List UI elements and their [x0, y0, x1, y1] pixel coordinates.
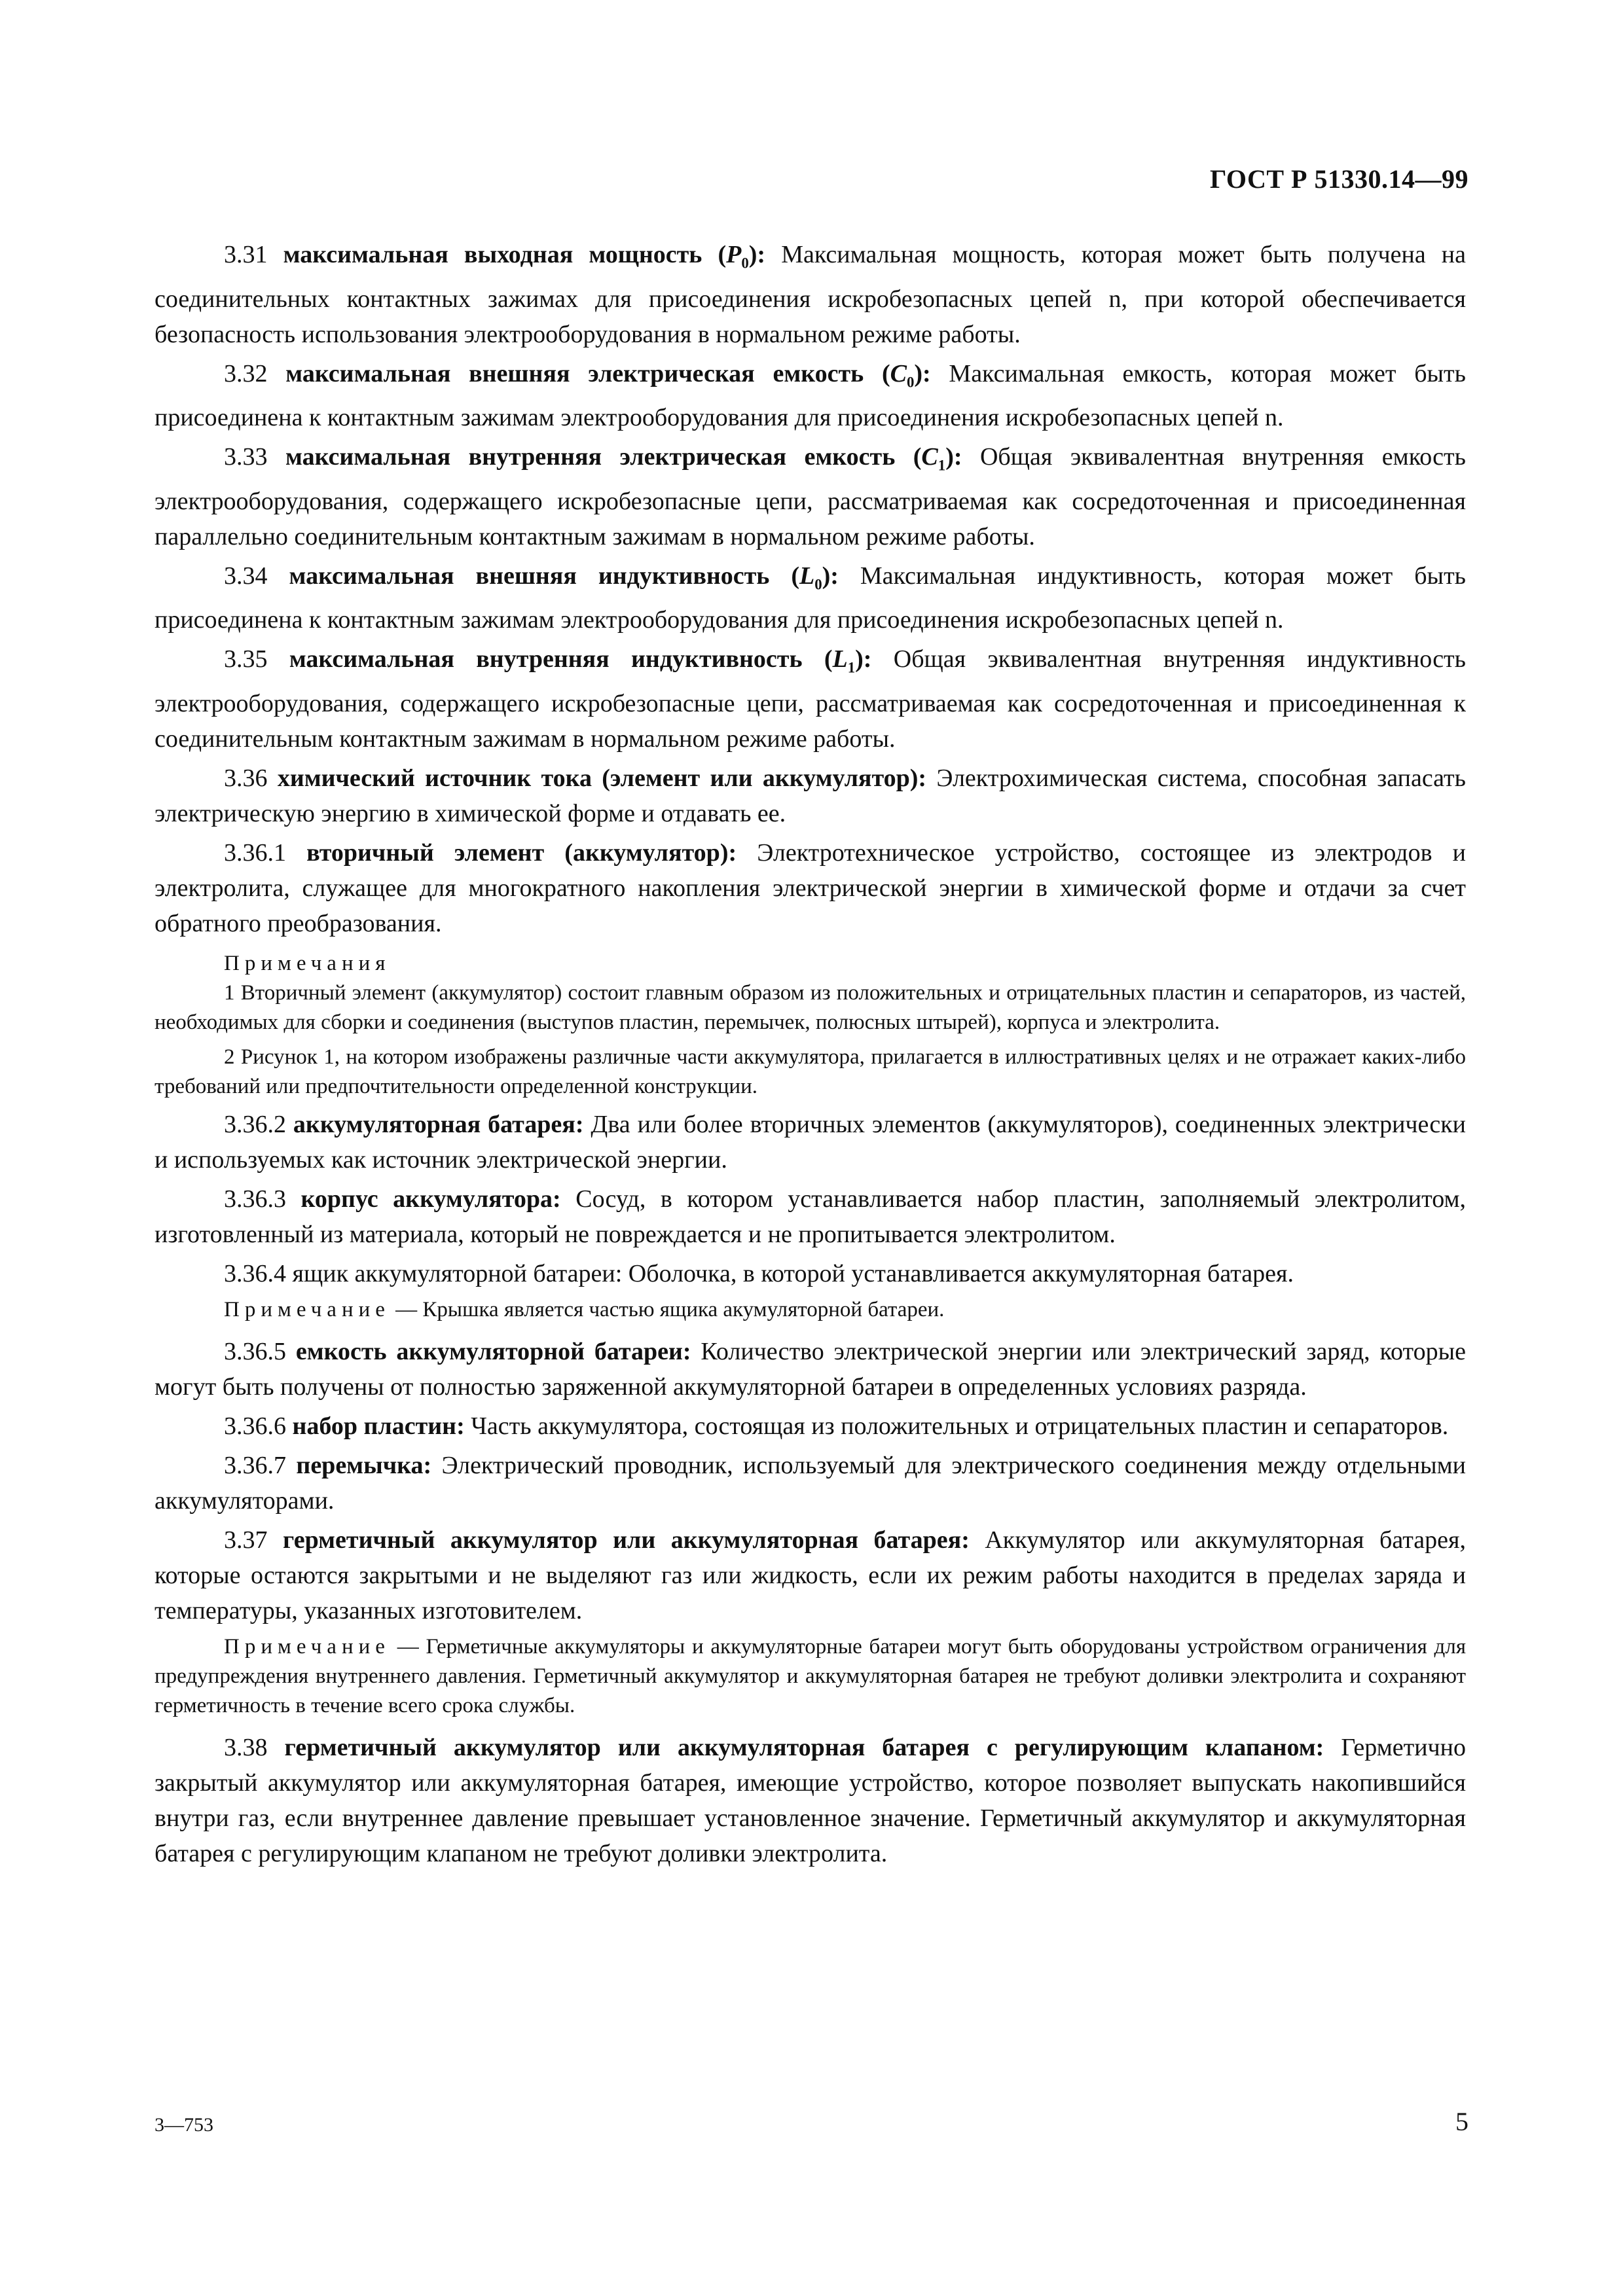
- note-item-1: 1 Вторичный элемент (аккумулятор) состоит главным образом из положительных и отрицательных пластин и сепараторов, из частей, необходимых для сборки и соединения (выступов пластин, перемычек, полюсных штырей), корпуса и электролита.: [155, 980, 1466, 1034]
- term-title: герметичный аккумулятор или аккумуляторная батарея с регулирующим клапаном:: [284, 1733, 1324, 1761]
- term-definition: Сосуд, в котором устанавливается набор пластин, заполняемый электролитом, изготовленный из материала, который не повреждается и не пропитывается электролитом.: [155, 1185, 1467, 1248]
- term-subscript: 0: [814, 576, 822, 593]
- notes-block: [155, 949, 1466, 1102]
- term-3-36-6: [155, 1408, 1466, 1444]
- term-title: набор пластин:: [292, 1412, 465, 1440]
- term-subscript: 0: [741, 255, 749, 272]
- term-number: 3.38: [224, 1733, 268, 1761]
- term-3-36-4: [155, 1256, 1466, 1291]
- term-definition: Часть аккумулятора, состоящая из положительных и отрицательных пластин и сепараторов.: [464, 1412, 1449, 1440]
- term-number: 3.36.7: [224, 1451, 286, 1479]
- term-subscript: 1: [847, 659, 856, 676]
- term-3-34: 3.34 максимальная внешняя индуктивность $(L_0)$: Максимальная индуктивность, которая может быть присоединена к контактным зажимам электрооборудования для присоединения искробезопасных цепей n.: [155, 562, 1467, 634]
- term-definition: Электрический проводник, используемый для электрического соединения между отдельными аккумуляторами.: [155, 1451, 1467, 1515]
- term-title: вторичный элемент (аккумулятор):: [306, 838, 737, 867]
- note-label: Примечание: [224, 1634, 390, 1659]
- term-definition: ящик аккумуляторной батареи: Оболочка, в которой устанавливается аккумуляторная батарея.: [286, 1259, 1294, 1287]
- term-number: 3.37: [224, 1526, 268, 1554]
- term-number: 3.36: [224, 764, 268, 792]
- term-subscript: 0: [906, 374, 915, 391]
- print-code: 3—753: [155, 2114, 213, 2136]
- term-number: 3.33: [224, 443, 268, 471]
- notes-heading: Примечания: [224, 951, 391, 975]
- term-3-36-7: [155, 1448, 1466, 1518]
- term-definition: Герметично закрытый аккумулятор или аккумуляторная батарея, имеющие устройство, которое позволяет выпускать накопившийся внутри газ, если внутреннее давление превышает установленное значение. Герметичный аккумулятор и аккумуляторная батарея с регулирующим клапаном не требуют доливки электролита.: [155, 1733, 1467, 1867]
- term-title: аккумуляторная батарея:: [293, 1110, 584, 1138]
- term-definition: Максимальная индуктивность, которая может быть присоединена к контактным зажимам электрооборудования для присоединения искробезопасных цепей n.: [155, 562, 1467, 634]
- term-number: 3.32: [224, 359, 268, 387]
- term-symbol: L: [799, 562, 815, 590]
- term-3-31: 3.31 максимальная выходная мощность $(P_0)$: Максимальная мощность, которая может быть получена на соединительных контактных зажимах для присоединения искробезопасных цепей n, при которой обеспечивается безопасность использования электрооборудования в нормальном режиме работы.: [155, 241, 1467, 348]
- term-symbol: P: [726, 241, 742, 268]
- term-title: максимальная внутренняя электрическая емкость (: [285, 443, 922, 471]
- term-definition: Электротехническое устройство, состоящее из электродов и электролита, служащее для многократного накопления электрической энергии в химической форме и отдачи за счет обратного преобразования.: [155, 838, 1467, 937]
- standard-header: ГОСТ Р 51330.14—99: [1209, 164, 1468, 194]
- term-definition: Количество электрической энергии или электрический заряд, которые могут быть получены от полностью заряженной аккумуляторной батареи в определенных условиях разряда.: [155, 1337, 1467, 1401]
- term-symbol: C: [921, 443, 938, 471]
- term-title: максимальная выходная мощность (: [283, 241, 727, 268]
- term-3-38: [155, 1730, 1466, 1871]
- term-definition: Максимальная емкость, которая может быть присоединена к контактным зажимам электрооборудования для присоединения искробезопасных цепей n.: [155, 359, 1466, 432]
- note-inline-2: [155, 1632, 1466, 1721]
- term-number: 3.36.5: [224, 1337, 286, 1365]
- term-3-37: [155, 1522, 1466, 1628]
- note-text: — Герметичные аккумуляторы и аккумуляторные батареи могут быть оборудованы устройством ограничения для предупреждения внутреннего давления. Герметичный аккумулятор и аккумуляторная батарея не требуют доливки электролита и сохраняют герметичность в течение всего срока службы.: [155, 1634, 1466, 1717]
- term-3-33: 3.33 максимальная внутренняя электрическая емкость $(C_1)$: Общая эквивалентная внутренняя емкость электрооборудования, содержащего искробезопасные цепи, рассматриваемая как сосредоточенная и присоединенная параллельно соединительным контактным зажимам в нормальном режиме работы.: [155, 443, 1466, 550]
- term-3-36-1: [155, 835, 1466, 941]
- term-number: 3.36.1: [224, 838, 286, 867]
- term-3-32: 3.32 максимальная внешняя электрическая емкость $(C_0)$: Максимальная емкость, которая может быть присоединена к контактным зажимам электрооборудования для присоединения искробезопасных цепей n.: [155, 359, 1466, 432]
- term-number: 3.36.4: [224, 1259, 286, 1287]
- term-title: максимальная внешняя индуктивность (: [289, 562, 799, 590]
- term-number: 3.31: [224, 241, 268, 268]
- term-3-36-2: [155, 1107, 1466, 1177]
- document-body: [155, 237, 1466, 1875]
- term-subscript: 1: [938, 457, 946, 474]
- term-3-36: [155, 761, 1466, 831]
- term-title: максимальная внешняя электрическая емкость (: [285, 359, 890, 387]
- term-number: 3.34: [224, 562, 268, 590]
- term-number: 3.35: [224, 645, 268, 673]
- term-3-36-3: [155, 1181, 1466, 1252]
- term-symbol: C: [890, 359, 907, 387]
- note-text: — Крышка является частью ящика акумуляторной батареи.: [390, 1297, 945, 1321]
- term-3-35: 3.35 максимальная внутренняя индуктивность $(L_1)$: Общая эквивалентная внутренняя индуктивность электрооборудования, содержащего искробезопасные цепи, рассматриваемая как сосредоточенная и присоединенная к соединительным контактным зажимам в нормальном режиме работы.: [155, 645, 1466, 753]
- term-number: 3.36.3: [224, 1185, 286, 1213]
- term-3-36-5: [155, 1334, 1466, 1405]
- note-label: Примечание: [224, 1297, 390, 1321]
- term-symbol: L: [832, 645, 848, 673]
- term-title: корпус аккумулятора:: [301, 1185, 561, 1213]
- term-number: 3.36.2: [224, 1110, 286, 1138]
- term-title: емкость аккумуляторной батареи:: [295, 1337, 691, 1365]
- term-title: перемычка:: [296, 1451, 432, 1479]
- term-definition: Максимальная мощность, которая может быть получена на соединительных контактных зажимах для присоединения искробезопасных цепей n, при которой обеспечивается безопасность использования электрооборудования в нормальном режиме работы.: [155, 241, 1467, 348]
- term-title: химический источник тока (элемент или аккумулятор):: [277, 764, 927, 792]
- term-title: максимальная внутренняя индуктивность (: [289, 645, 833, 673]
- term-definition: Электрохимическая система, способная запасать электрическую энергию в химической форме и отдавать ее.: [155, 764, 1466, 827]
- term-definition: Аккумулятор или аккумуляторная батарея, которые остаются закрытыми и не выделяют газ или жидкость, если их режим работы находится в пределах заряда и температуры, указанных изготовителем.: [155, 1526, 1466, 1624]
- term-definition: Общая эквивалентная внутренняя емкость электрооборудования, содержащего искробезопасные цепи, рассматриваемая как сосредоточенная и присоединенная параллельно соединительным контактным зажимам в нормальном режиме работы.: [155, 443, 1466, 550]
- note-inline-1: [155, 1295, 1466, 1325]
- term-title: герметичный аккумулятор или аккумуляторная батарея:: [282, 1526, 970, 1554]
- term-number: 3.36.6: [224, 1412, 286, 1440]
- note-item-2: 2 Рисунок 1, на котором изображены различные части аккумулятора, прилагается в иллюстративных целях и не отражает каких-либо требований или предпочтительности определенной конструкции.: [155, 1045, 1466, 1098]
- page-number: 5: [1455, 2107, 1468, 2136]
- term-definition: Два или более вторичных элементов (аккумуляторов), соединенных электрически и используемых как источник электрической энергии.: [155, 1110, 1466, 1174]
- term-definition: Общая эквивалентная внутренняя индуктивность электрооборудования, содержащего искробезопасные цепи, рассматриваемая как сосредоточенная и присоединенная к соединительным контактным зажимам в нормальном режиме работы.: [155, 645, 1466, 753]
